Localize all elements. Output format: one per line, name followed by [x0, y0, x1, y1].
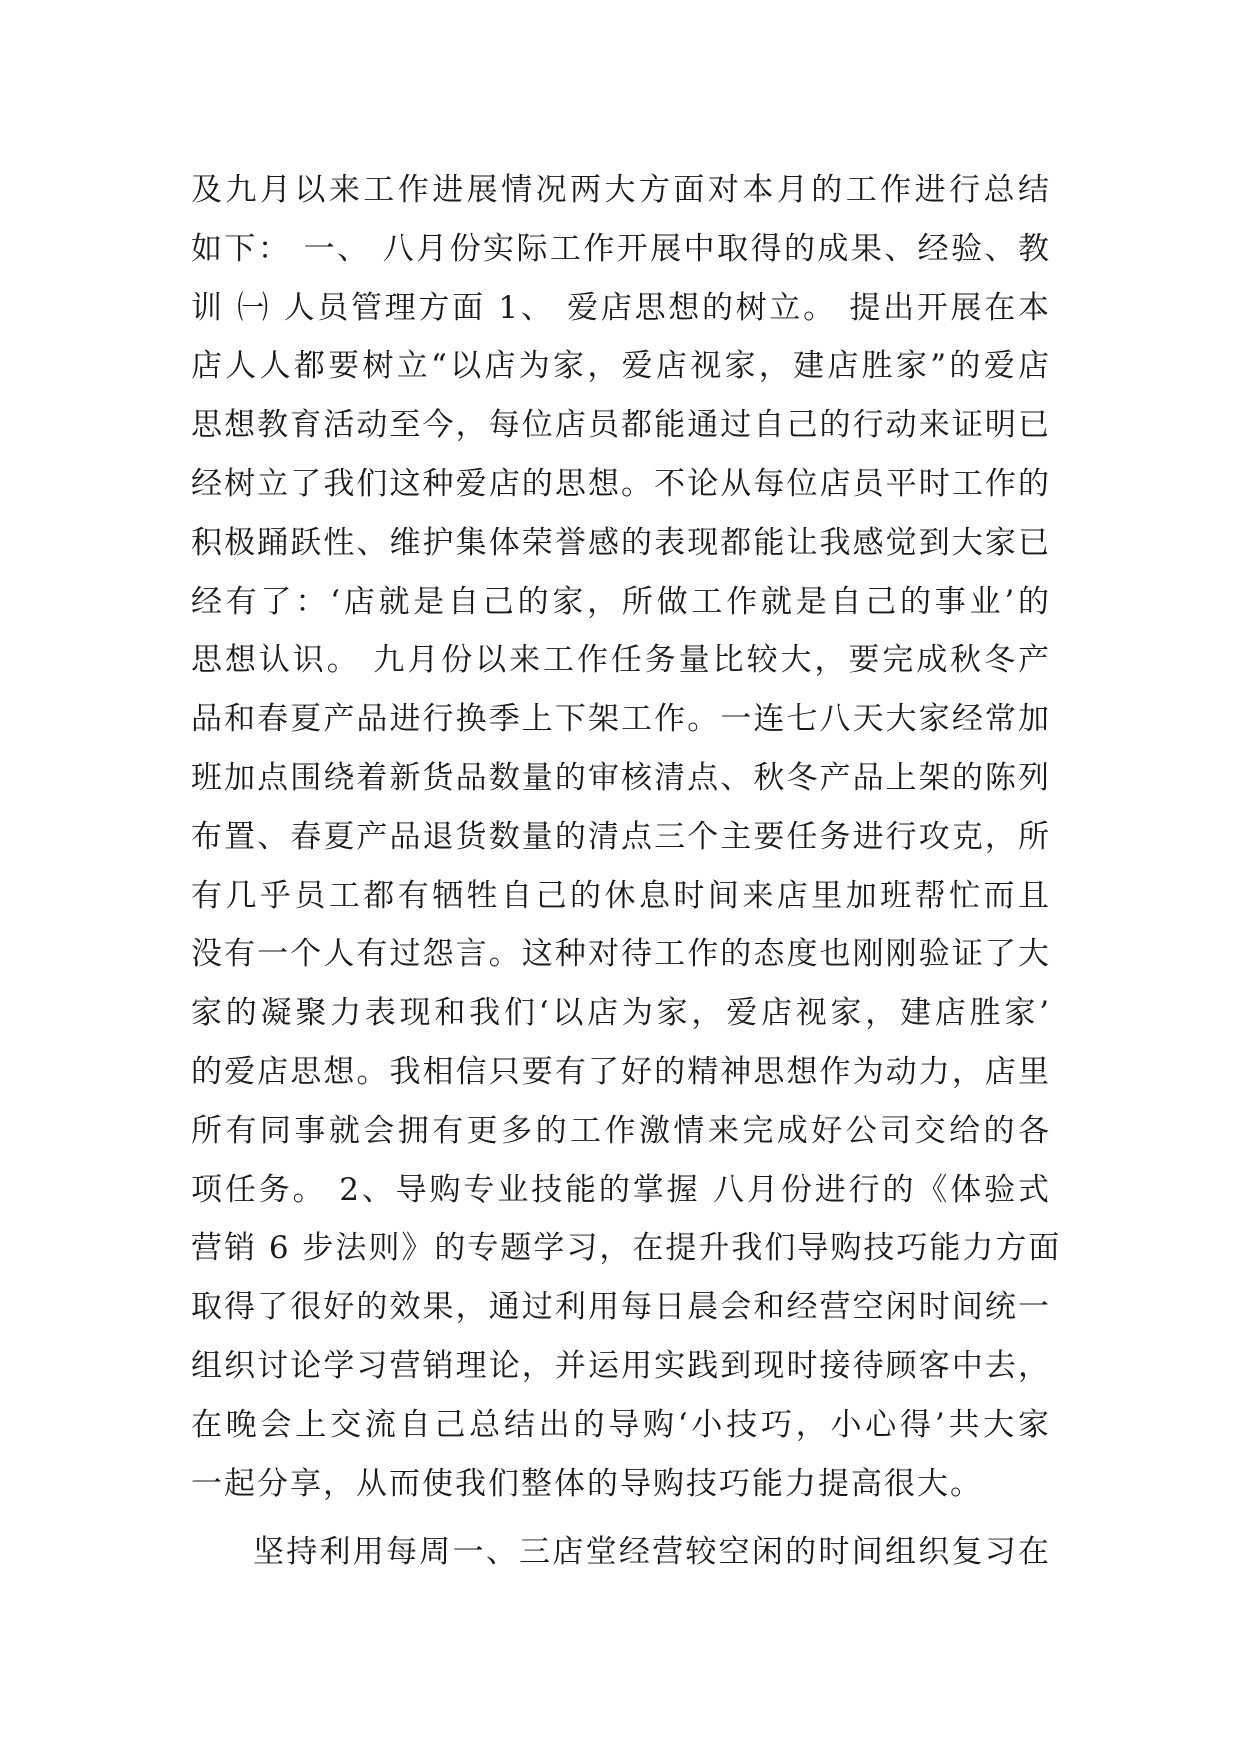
text-line: 所有同事就会拥有更多的工作激情来完成好公司交给的各 — [191, 1112, 1051, 1149]
text-line: 如下： 一、 八月份实际工作开展中取得的成果、经验、教 — [191, 230, 1051, 267]
text-line: 在晚会上交流自己总结出的导购‘小技巧，小心得’共大家 — [191, 1406, 1051, 1443]
text-line: 取得了很好的效果，通过利用每日晨会和经营空闲时间统一 — [191, 1289, 1051, 1326]
text-line: 项任务。 2、导购专业技能的掌握 八月份进行的《体验式 — [191, 1171, 1051, 1208]
text-line: 思想认识。 九月份以来工作任务量比较大，要完成秋冬产 — [191, 642, 1051, 679]
text-line: 营销 6 步法则》的专题学习，在提升我们导购技巧能力方面 — [191, 1230, 1062, 1267]
paragraph — [191, 1523, 1051, 1582]
text-line: 思想教育活动至今，每位店员都能通过自己的行动来证明已 — [191, 407, 1051, 444]
text-line: 有几乎员工都有牺牲自己的休息时间来店里加班帮忙而且 — [191, 877, 1051, 914]
text-line: 布置、春夏产品退货数量的清点三个主要任务进行攻克，所 — [191, 818, 1051, 855]
text-line: 积极踊跃性、维护集体荣誉感的表现都能让我感觉到大家已 — [191, 524, 1051, 561]
document-body — [191, 161, 1062, 1582]
text-line: 训 ㈠ 人员管理方面 1、 爱店思想的树立。 提出开展在本 — [191, 289, 1051, 326]
text-line: 经有了：‘店就是自己的家，所做工作就是自己的事业’的 — [191, 583, 1051, 620]
text-line: 班加点围绕着新货品数量的审核清点、秋冬产品上架的陈列 — [191, 759, 1051, 796]
text-line: 没有一个人有过怨言。这种对待工作的态度也刚刚验证了大 — [191, 936, 1051, 973]
text-line: 坚持利用每周一、三店堂经营较空闲的时间组织复习在 — [253, 1534, 1051, 1571]
text-line: 一起分享，从而使我们整体的导购技巧能力提高很大。 — [191, 1465, 983, 1502]
text-line: 家的凝聚力表现和我们‘以店为家，爱店视家，建店胜家’ — [191, 995, 1051, 1032]
text-line: 品和春夏产品进行换季上下架工作。一连七八天大家经常加 — [191, 701, 1051, 738]
text-line: 组织讨论学习营销理论，并运用实践到现时接待顾客中去， — [191, 1347, 1051, 1384]
text-line: 及九月以来工作进展情况两大方面对本月的工作进行总结 — [191, 172, 1051, 208]
text-line: 经树立了我们这种爱店的思想。不论从每位店员平时工作的 — [191, 465, 1051, 502]
paragraph-spacer — [191, 1513, 1051, 1523]
text-line: 的爱店思想。我相信只要有了好的精神思想作为动力，店里 — [191, 1053, 1051, 1090]
paragraph — [191, 161, 1062, 1513]
text-line: 店人人都要树立“以店为家，爱店视家，建店胜家”的爱店 — [191, 348, 1051, 385]
